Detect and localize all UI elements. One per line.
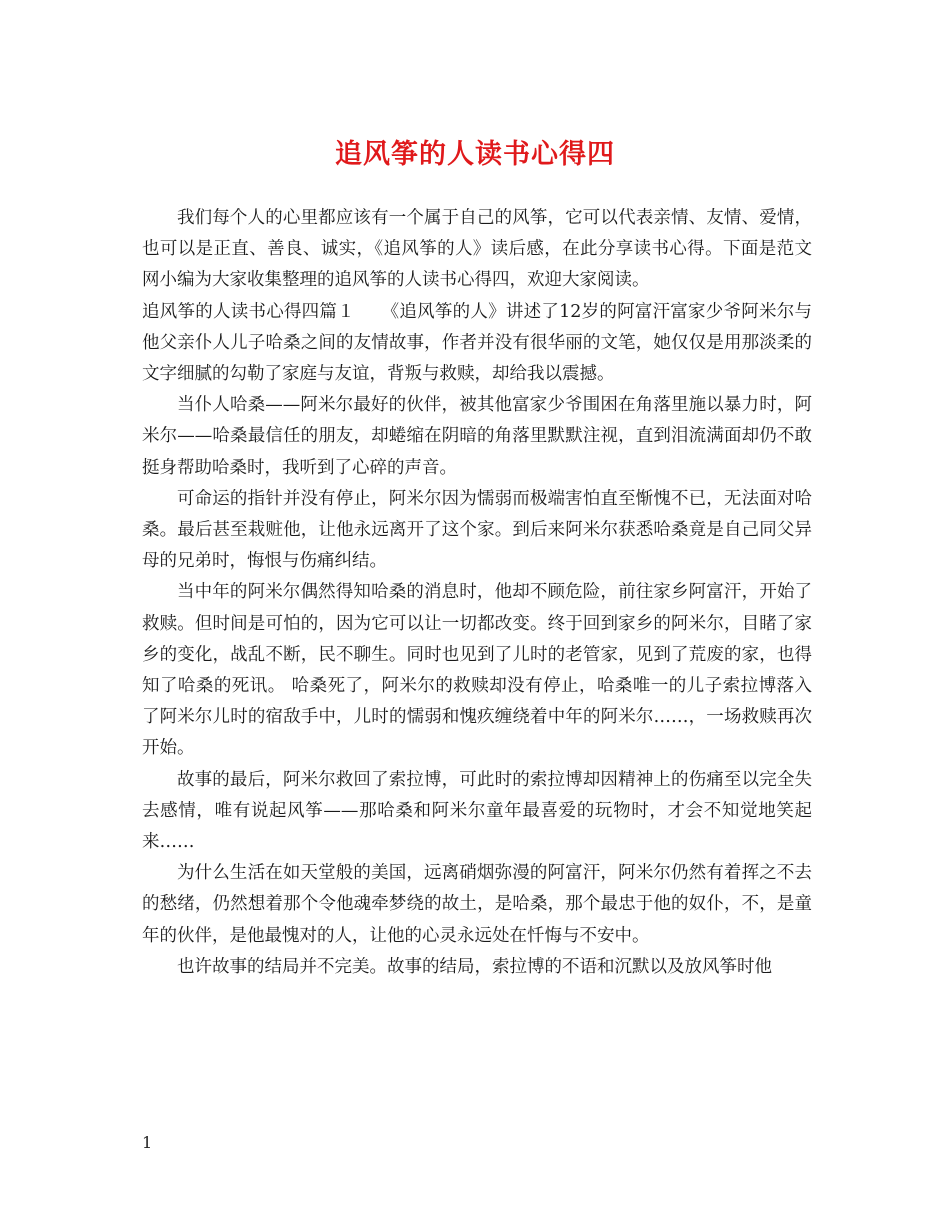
document-body [142, 203, 812, 983]
paragraph-ending: 故事的最后，阿米尔救回了索拉博，可此时的索拉博却因精神上的伤痛至以完全失去感情，唯有说起风筝——那哈桑和阿米尔童年最喜爱的玩物时，才会不知觉地笑起来…… [142, 769, 812, 853]
page-number: 1 [142, 1133, 153, 1152]
document-title: 追风筝的人读书心得四 [335, 139, 615, 170]
paragraph-heading-chapter-1: 追风筝的人读书心得四篇１ 《追风筝的人》讲述了12岁的阿富汗富家少爷阿米尔与他父亲仆人儿子哈桑之间的友情故事，作者并没有很华丽的文笔，她仅仅是用那淡柔的文字细腻的勾勒了家庭与友谊，背叛与救赎，却给我以震撼。 [142, 301, 812, 385]
paragraph-hassan-bullied: 当仆人哈桑——阿米尔最好的伙伴，被其他富家少爷围困在角落里施以暴力时，阿米尔——哈桑最信任的朋友，却蜷缩在阴暗的角落里默默注视，直到泪流满面却仍不敢挺身帮助哈桑时，我听到了心碎的声音。 [142, 395, 812, 478]
paragraph-fate: 可命运的指针并没有停止，阿米尔因为懦弱而极端害怕直至惭愧不已，无法面对哈桑。最后甚至栽赃他，让他永远离开了这个家。到后来阿米尔获悉哈桑竟是自己同父异母的兄弟时，悔恨与伤痛纠结。 [142, 488, 812, 572]
paragraph-why: 为什么生活在如天堂般的美国，远离硝烟弥漫的阿富汗，阿米尔仍然有着挥之不去的愁绪，仍然想着那个令他魂牵梦绕的故土，是哈桑，那个最忠于他的奴仆，不，是童年的伙伴，是他最愧对的人，让他的心灵永远处在忏悔与不安中。 [142, 863, 812, 946]
paragraph-intro: 我们每个人的心里都应该有一个属于自己的风筝，它可以代表亲情、友情、爱情，也可以是正直、善良、诚实，《追风筝的人》读后感，在此分享读书心得。下面是范文网小编为大家收集整理的追风筝的人读书心得四，欢迎大家阅读。 [142, 208, 812, 291]
paragraph-redemption: 当中年的阿米尔偶然得知哈桑的消息时，他却不顾危险，前往家乡阿富汗，开始了救赎。但时间是可怕的，因为它可以让一切都改变。终于回到家乡的阿米尔，目睹了家乡的变化，战乱不断，民不聊生。同时也见到了儿时的老管家，见到了荒废的家，也得知了哈桑的死讯。 哈桑死了，阿米尔的救赎却没有停止，哈桑唯一的儿子索拉博落入了阿米尔儿时的宿敌手中，儿时的懦弱和愧疚缠绕着中年的阿米尔……，一场救赎再次开始。 [142, 582, 812, 759]
paragraph-imperfect: 也许故事的结局并不完美。故事的结局，索拉博的不语和沉默以及放风筝时他 [177, 956, 772, 977]
